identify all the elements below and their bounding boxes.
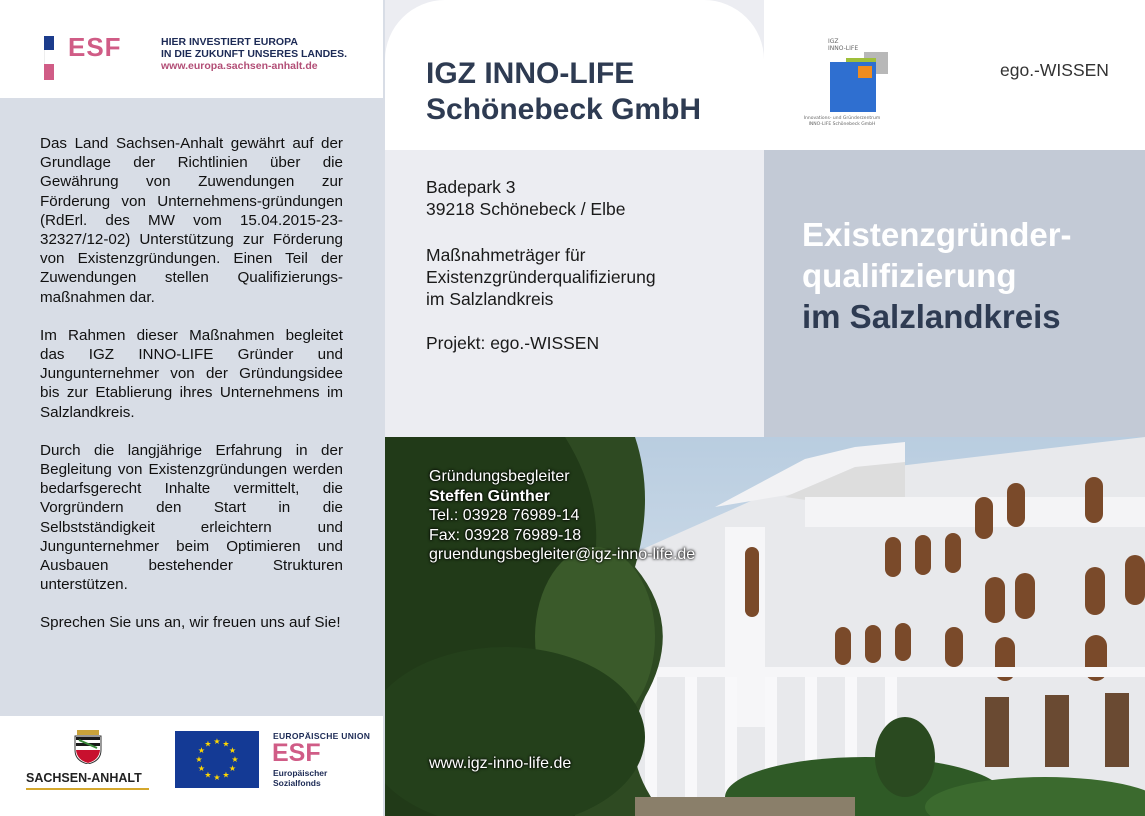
address-city: 39218 Schönebeck / Elbe (426, 199, 626, 219)
svg-text:★: ★ (197, 746, 206, 755)
contact-phone[interactable]: Tel.: 03928 76989-14 (429, 507, 580, 524)
igz-logo-caption-2: INNO-LIFE Schönebeck GmbH (808, 122, 876, 127)
esf-bar-white (44, 50, 55, 64)
left-column (0, 0, 385, 816)
sachsen-anhalt-underline (26, 788, 149, 790)
eu-title: EUROPÄISCHE UNION (273, 731, 371, 741)
massnahmetraeger-text (426, 244, 656, 310)
intro-text (40, 134, 343, 652)
logo-panel (764, 0, 1145, 150)
intro-paragraph-2: Im Rahmen dieser Maßnahmen begleitet das IGZ INNO-LIFE Gründer und Jungunternehmer von der Gründungsidee bis zur Etablierung ihres Unternehmens im Salzlandkreis. (40, 326, 343, 421)
svg-text:★: ★ (228, 764, 237, 773)
svg-text:★: ★ (197, 764, 206, 773)
traeger-line2: Existenzgründerqualifizierung (426, 267, 656, 287)
igz-logo-text-2: INNO-LIFE (828, 45, 859, 52)
intro-paragraph-4: Sprechen Sie uns an, wir freuen uns auf Sie! (40, 614, 341, 632)
esf-bar-pink (44, 64, 54, 80)
contact-fax: Fax: 03928 76989-18 (429, 526, 582, 544)
heading-line3: im Salzlandkreis (802, 298, 1061, 335)
website-link[interactable]: www.igz-inno-life.de (429, 755, 572, 772)
company-address (426, 176, 625, 220)
esf-bar-blue (44, 36, 54, 50)
main-heading (802, 214, 1072, 337)
esf-header-logo (0, 0, 383, 98)
esf-url-link[interactable]: www.europa.sachsen-anhalt.de (161, 60, 318, 72)
address-street: Badepark 3 (426, 177, 516, 197)
svg-text:★: ★ (195, 755, 203, 764)
building-photo (385, 437, 1145, 816)
heading-panel (764, 150, 1145, 437)
svg-text:★: ★ (228, 746, 237, 755)
intro-paragraph-1: Das Land Sachsen-Anhalt gewährt auf der Grundlage der Richtlinien über die Gewährung von Zuwendungen zur Förderung von Unternehmens-gründungen (RdErl. des MW vom 15.04.2015-23-32327/12-02) Unterstützung zur Förderung von Existenzgründungen. Einen Teil der Zuwendungen stellen Qualifizierungs-maßnahmen dar. (40, 135, 343, 306)
eu-subtitle-line1: Europäischer (273, 768, 328, 778)
svg-text:★: ★ (213, 737, 221, 746)
contact-email-link[interactable]: gruendungsbegleiter@igz-inno-life.de (429, 546, 696, 563)
eu-flag-icon (175, 731, 259, 788)
eu-subtitle (273, 768, 327, 788)
company-name-line1: IGZ INNO-LIFE (426, 57, 635, 90)
igz-logo-text-1: IGZ (828, 38, 839, 45)
heading-line2: qualifizierung (802, 257, 1017, 294)
project-label: Projekt: ego.-WISSEN (426, 333, 600, 353)
svg-text:★: ★ (213, 773, 221, 782)
eu-subtitle-line2: Sozialfonds (273, 778, 321, 788)
igz-inno-life-logo-icon (792, 36, 892, 128)
igz-logo-caption-1: Innovations- und Gründerzentrum (803, 116, 881, 121)
svg-text:★: ★ (222, 770, 230, 780)
traeger-line1: Maßnahmeträger für (426, 245, 586, 265)
company-name-line2: Schönebeck GmbH (426, 93, 702, 126)
contact-block (429, 467, 695, 565)
sachsen-anhalt-crest-icon (73, 730, 103, 764)
sachsen-anhalt-label: SACHSEN-ANHALT (26, 771, 142, 785)
contact-role: Gründungsbegleiter (429, 468, 570, 485)
eu-esf-logo-text: ESF (272, 739, 321, 767)
esf-slogan-line2: IN DIE ZUKUNFT UNSERES LANDES. (161, 48, 348, 60)
esf-logo-text: ESF (68, 32, 122, 62)
svg-text:★: ★ (231, 755, 239, 764)
svg-text:★: ★ (204, 770, 212, 780)
esf-slogan-line1: HIER INVESTIERT EUROPA (161, 36, 298, 48)
company-info-panel (385, 0, 764, 437)
esf-slogan (161, 36, 347, 60)
traeger-line3: im Salzlandkreis (426, 289, 554, 309)
company-name (426, 56, 701, 128)
svg-text:★: ★ (222, 739, 230, 749)
svg-text:★: ★ (204, 739, 212, 749)
ego-wissen-label: ego.-WISSEN (1000, 60, 1109, 80)
intro-paragraph-3: Durch die langjährige Erfahrung in der Begleitung von Existenzgründungen werden bedarfsgerecht Inhalte vermittelt, die Vorgründern den Start in die Selbstständigkeit erleichtern und Jungunternehmer beim Optimieren und Ausbauen bestehender Strukturen unterstützen. (40, 441, 343, 594)
funding-logos (0, 716, 383, 816)
contact-name: Steffen Günther (429, 487, 550, 505)
heading-line1: Existenzgründer- (802, 216, 1072, 253)
